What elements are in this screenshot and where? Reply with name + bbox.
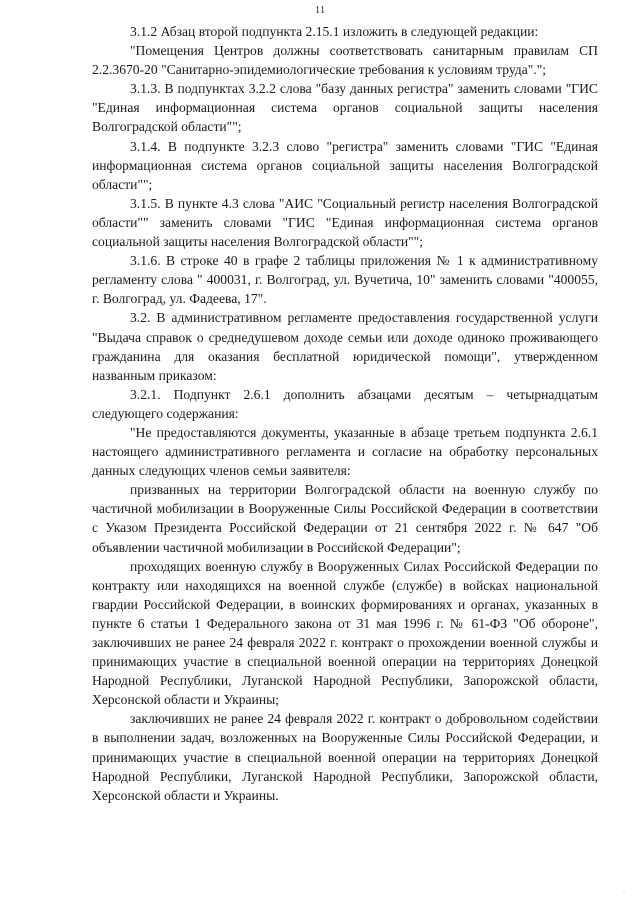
paragraph-3-1-6: 3.1.6. В строке 40 в графе 2 таблицы приложения № 1 к административному регламенту слова " 400031, г. Волгоград, ул. Вучетича, 10" заменить словами "400055, г. Волгоград, ул. Фадеева, 17". — [92, 253, 598, 307]
paragraph-contract-service: проходящих военную службу в Вооруженных Силах Российской Федерации по контракту или находящихся на военной службе (службе) в войсках национальной гвардии Российской Федерации, в воинских формированиях и органах, указанных в пункте 6 статьи 1 Федерального закона от 31 мая 1996 г. № 61-ФЗ "Об обороне", заключивших не ранее 24 февраля 2022 г. контракт о прохождении военной службы и принимающих участие в специальной военной операции на территориях Донецкой Народной Республики, Луганской Народной Республики, Запорожской области, Херсонской области и Украины; — [92, 558, 598, 708]
scan-corner-mark: · — [622, 888, 626, 898]
paragraph-3-1-2: 3.1.2 Абзац второй подпункта 2.15.1 изложить в следующей редакции: — [130, 24, 539, 39]
paragraph-3-1-4: 3.1.4. В подпункте 3.2.3 слово "регистра" заменить словами "ГИС "Единая информационная система органов социальной защиты населения Волгоградской области""; — [92, 138, 598, 192]
paragraph-3-1-3: 3.1.3. В подпунктах 3.2.2 слова "базу данных регистра" заменить словами "ГИС "Единая информационная система органов социальной защиты населения Волгоградской области""; — [92, 81, 598, 135]
document-body — [92, 22, 598, 805]
paragraph-quote-not-provided: "Не предоставляются документы, указанные в абзаце третьем подпункта 2.6.1 настоящего административного регламента и согласие на обработку персональных данных следующих членов семьи заявителя: — [92, 424, 598, 479]
paragraph-volunteer-contract: заключивших не ранее 24 февраля 2022 г. контракт о добровольном содействии в выполнении задач, возложенных на Вооруженные Силы Российской Федерации, и принимающих участие в специальной военной операции на территориях Донецкой Народной Республики, Луганской Народной Республики, Запорожской области, Херсонской области и Украины. — [92, 711, 598, 803]
paragraph-3-2-1: 3.2.1. Подпункт 2.6.1 дополнить абзацами десятым – четырнадцатым следующего содержания: — [92, 386, 598, 421]
paragraph-mobilized: призванных на территории Волгоградской области на военную службу по частичной мобилизации в Вооруженные Силы Российской Федерации в соответствии с Указом Президента Российской Федерации от 21 сентября 2022 г. № 647 "Об объявлении частичной мобилизации в Российской Федерации"; — [92, 482, 598, 555]
page-number: 11 — [314, 4, 326, 16]
paragraph-3-1-5: 3.1.5. В пункте 4.3 слова "АИС "Социальный регистр населения Волгоградской области"" заменить словами "ГИС "Единая информационная система органов социальной защиты населения Волгоградской области""; — [92, 195, 598, 250]
paragraph-3-2: 3.2. В административном регламенте предоставления государственной услуги "Выдача справок о среднедушевом доходе семьи или доходе одиноко проживающего гражданина для оказания бесплатной юридической помощи", утвержденном названным приказом: — [92, 310, 598, 383]
paragraph-quote-premises: "Помещения Центров должны соответствовать санитарным правилам СП 2.2.3670-20 "Санитарно-эпидемиологические требования к условиям труда"."; — [92, 43, 598, 78]
